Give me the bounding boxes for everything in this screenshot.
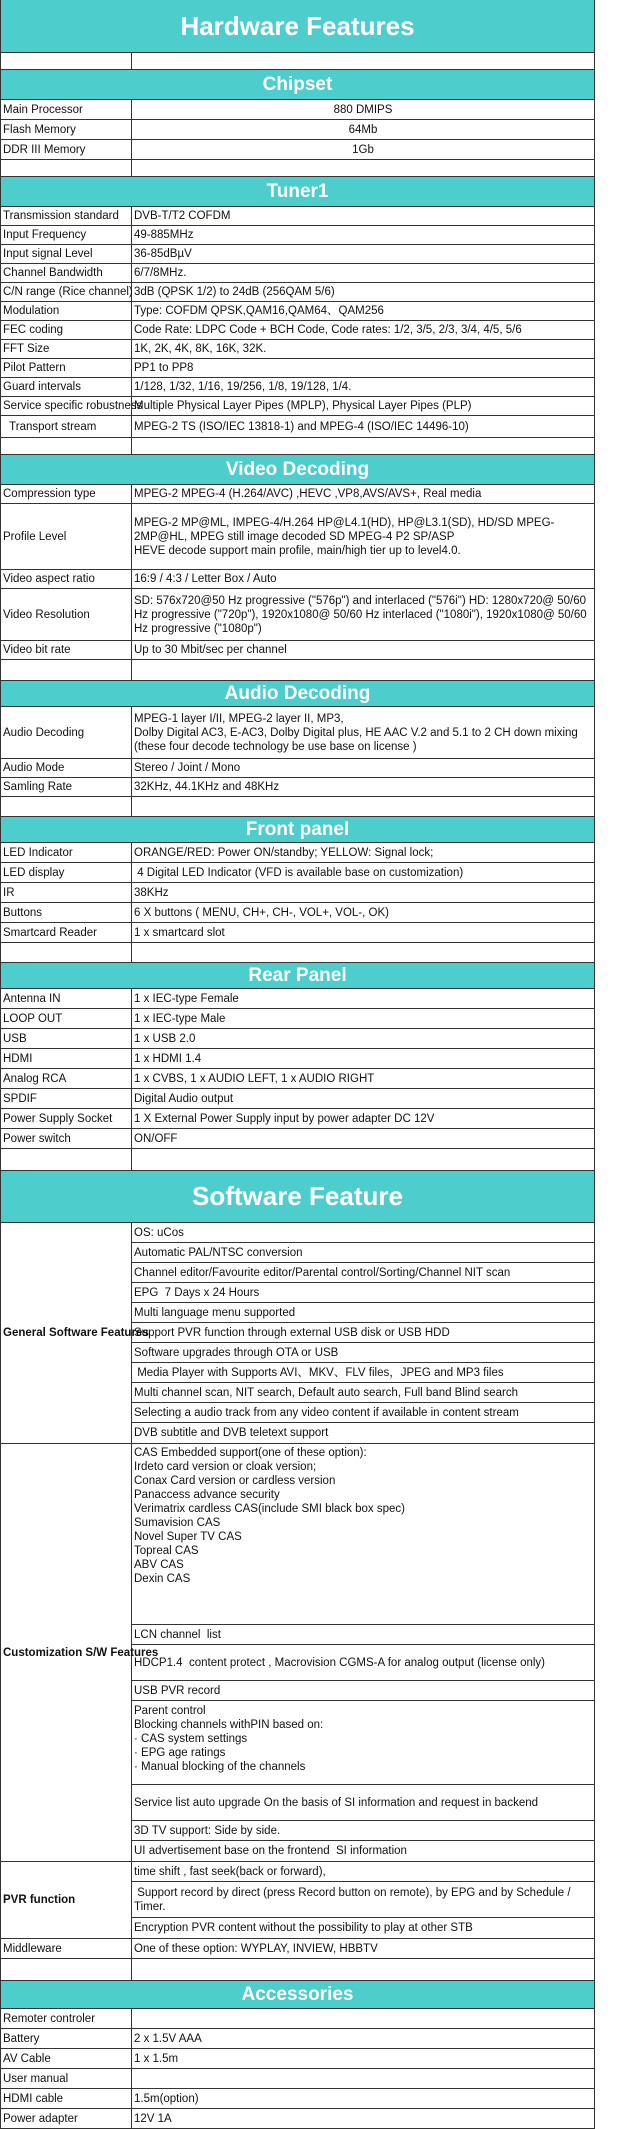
row-label: IR bbox=[1, 883, 132, 902]
accessory-row bbox=[1, 2089, 594, 2109]
feature-item: Encryption PVR content without the possibility to play at other STB bbox=[134, 1922, 473, 1934]
row-value: MPEG-2 MPEG-4 (H.264/AVC) ,HEVC ,VP8,AVS/AVS+, Real media bbox=[134, 488, 482, 500]
row-value: 1 x USB 2.0 bbox=[134, 1032, 196, 1045]
row-label: Samling Rate bbox=[1, 778, 132, 796]
feature-item: Multi channel scan, NIT search, Default auto search, Full band Blind search bbox=[132, 1383, 594, 1403]
row-value: 64Mb bbox=[348, 123, 378, 136]
row-label: Pilot Pattern bbox=[1, 359, 132, 377]
group-label: Customization S/W Features bbox=[1, 1444, 132, 1861]
tuner-row bbox=[1, 416, 594, 438]
tuner-row bbox=[1, 397, 594, 416]
feature-item: Parent control Blocking channels withPIN based on: · CAS system settings · EPG age ratings · Manual blocking of the channels bbox=[132, 1701, 594, 1785]
feature-item: CAS Embedded support(one of these option): Irdeto card version or cloak version; Conax Card version or cardless version Panaccess advance security Verimatrix cardless CAS(include SMI black box spec) Sumavision CAS Novel Super TV CAS Topreal CAS ABV CAS Dexin CAS bbox=[132, 1444, 594, 1625]
row-label: Transmission standard bbox=[1, 207, 132, 225]
feature-item: UI advertisement base on the frontend SI information bbox=[134, 1845, 407, 1857]
chipset-header: Chipset bbox=[1, 70, 594, 100]
row-label: FFT Size bbox=[1, 340, 132, 358]
row-value: 1 x IEC-type Female bbox=[134, 992, 239, 1005]
group-label: PVR function bbox=[1, 1862, 132, 1938]
video-row bbox=[1, 570, 594, 589]
feature-item: Media Player with Supports AVI、MKV、FLV files，JPEG and MP3 files bbox=[132, 1363, 594, 1383]
row-value: Multiple Physical Layer Pipes (MPLP), Physical Layer Pipes (PLP) bbox=[134, 400, 472, 412]
row-value: 3dB (QPSK 1/2) to 24dB (256QAM 5/6) bbox=[134, 286, 335, 298]
row-value: 12V 1A bbox=[134, 2112, 172, 2125]
customization-sw-features bbox=[1, 1444, 594, 1862]
row-value: 1 x 1.5m bbox=[134, 2052, 179, 2065]
audio-header: Audio Decoding bbox=[1, 681, 594, 707]
front-row bbox=[1, 903, 594, 923]
feature-item: EPG 7 Days x 24 Hours bbox=[132, 1283, 594, 1303]
hardware-features-title: Hardware Features bbox=[1, 0, 594, 53]
row-label: Audio Decoding bbox=[1, 707, 132, 758]
row-label: DDR III Memory bbox=[1, 140, 132, 159]
row-label: LOOP OUT bbox=[1, 1009, 132, 1028]
rear-row bbox=[1, 1069, 594, 1089]
spacer-row bbox=[1, 797, 594, 817]
row-label: AV Cable bbox=[1, 2049, 132, 2068]
row-label: Remoter controler bbox=[1, 2009, 132, 2028]
spacer-row bbox=[1, 660, 594, 681]
row-value: ORANGE/RED: Power ON/standby; YELLOW: Signal lock; bbox=[134, 846, 434, 859]
row-value: Type: COFDM QPSK,QAM16,QAM64、QAM256 bbox=[134, 305, 384, 317]
row-label: Middleware bbox=[1, 1939, 132, 1958]
row-label: USB bbox=[1, 1029, 132, 1048]
chipset-row bbox=[1, 120, 594, 140]
row-value: 1.5m(option) bbox=[134, 2092, 199, 2105]
chipset-row bbox=[1, 140, 594, 160]
row-label: C/N range (Rice channel) bbox=[1, 283, 132, 301]
rear-row bbox=[1, 989, 594, 1009]
row-value: SD: 576x720@50 Hz progressive ("576p") and interlaced ("576i") HD: 1280x720@ 50/60 Hz progressive ("720p"), 1920x1080@ 50/60 Hz interlaced ("1080i"), 1920x1080@ 50/60 Hz progressive ("1080p") bbox=[134, 594, 587, 635]
feature-item: Automatic PAL/NTSC conversion bbox=[132, 1243, 594, 1263]
row-label: Service specific robustness bbox=[1, 397, 132, 415]
spacer-row bbox=[1, 1959, 594, 1981]
row-value: 1/128, 1/32, 1/16, 19/256, 1/8, 19/128, 1/4. bbox=[134, 381, 352, 393]
rear-row bbox=[1, 1109, 594, 1129]
tuner-row bbox=[1, 207, 594, 226]
rear-row bbox=[1, 1089, 594, 1109]
rear-row bbox=[1, 1049, 594, 1069]
row-label: Battery bbox=[1, 2029, 132, 2048]
row-value: 1 x IEC-type Male bbox=[134, 1012, 226, 1025]
row-label: LED Indicator bbox=[1, 843, 132, 862]
accessory-row bbox=[1, 2049, 594, 2069]
row-value: MPEG-2 TS (ISO/IEC 13818-1) and MPEG-4 (ISO/IEC 14496-10) bbox=[134, 420, 469, 433]
front-row bbox=[1, 883, 594, 903]
feature-item: LCN channel list bbox=[132, 1625, 594, 1645]
row-label: Input signal Level bbox=[1, 245, 132, 263]
video-header: Video Decoding bbox=[1, 455, 594, 485]
row-value: 1 x HDMI 1.4 bbox=[134, 1052, 202, 1065]
row-value: 36-85dBµV bbox=[134, 248, 192, 260]
row-label: Flash Memory bbox=[1, 120, 132, 139]
feature-item: Service list auto upgrade On the basis of SI information and request in backend bbox=[132, 1785, 594, 1821]
row-value: MPEG-2 MP@ML, IMPEG-4/H.264 HP@L4.1(HD), HP@L3.1(SD), HD/SD MPEG-2MP@HL, MPEG still image decoded SD MPEG-4 P2 SP/ASP HEVE decode support main profile, main/high tier up to level4.0. bbox=[134, 516, 555, 557]
chipset-row bbox=[1, 100, 594, 120]
row-value: 1K, 2K, 4K, 8K, 16K, 32K. bbox=[134, 343, 267, 355]
row-label: Compression type bbox=[1, 485, 132, 503]
row-label: Analog RCA bbox=[1, 1069, 132, 1088]
row-label: Video bit rate bbox=[1, 641, 132, 659]
video-row bbox=[1, 589, 594, 641]
tuner-row bbox=[1, 226, 594, 245]
row-value: PP1 to PP8 bbox=[134, 362, 194, 374]
row-value: DVB-T/T2 COFDM bbox=[134, 210, 231, 222]
feature-item: time shift , fast seek(back or forward), bbox=[132, 1862, 594, 1882]
row-value: 16:9 / 4:3 / Letter Box / Auto bbox=[134, 573, 277, 585]
row-value: 6/7/8MHz. bbox=[134, 267, 187, 279]
row-label: Power adapter bbox=[1, 2109, 132, 2128]
feature-item: Support record by direct (press Record button on remote), by EPG and by Schedule / Timer. bbox=[132, 1882, 594, 1918]
tuner-row bbox=[1, 359, 594, 378]
row-label: Video Resolution bbox=[1, 589, 132, 640]
feature-item: Software upgrades through OTA or USB bbox=[132, 1343, 594, 1363]
row-label: User manual bbox=[1, 2069, 132, 2088]
row-label: Channel Bandwidth bbox=[1, 264, 132, 282]
feature-item: Channel editor/Favourite editor/Parental control/Sorting/Channel NIT scan bbox=[132, 1263, 594, 1283]
row-label: FEC coding bbox=[1, 321, 132, 339]
row-label: Antenna IN bbox=[1, 989, 132, 1008]
middleware-row bbox=[1, 1939, 594, 1959]
rear-row bbox=[1, 1129, 594, 1149]
row-value: Stereo / Joint / Mono bbox=[134, 762, 241, 774]
accessory-row bbox=[1, 2009, 594, 2029]
front-row bbox=[1, 863, 594, 883]
row-value: Code Rate: LDPC Code + BCH Code, Code rates: 1/2, 3/5, 2/3, 3/4, 4/5, 5/6 bbox=[134, 324, 522, 336]
spacer-row bbox=[1, 160, 594, 177]
front-panel-header: Front panel bbox=[1, 817, 594, 843]
row-value bbox=[132, 2009, 594, 2028]
spacer-row bbox=[1, 943, 594, 963]
row-label: Smartcard Reader bbox=[1, 923, 132, 942]
row-value: 1Gb bbox=[352, 143, 374, 156]
row-value: 6 X buttons ( MENU, CH+, CH-, VOL+, VOL-, OK) bbox=[134, 906, 389, 919]
row-label: LED display bbox=[1, 863, 132, 882]
row-value: 4 Digital LED Indicator (VFD is available base on customization) bbox=[134, 866, 464, 879]
accessory-row bbox=[1, 2069, 594, 2089]
row-label: Audio Mode bbox=[1, 759, 132, 777]
video-row bbox=[1, 641, 594, 660]
tuner-row bbox=[1, 283, 594, 302]
feature-item: Selecting a audio track from any video content if available in content stream bbox=[132, 1403, 594, 1423]
tuner-row bbox=[1, 321, 594, 340]
spacer-row bbox=[1, 53, 594, 70]
row-label: Buttons bbox=[1, 903, 132, 922]
tuner-row bbox=[1, 340, 594, 359]
software-feature-title: Software Feature bbox=[1, 1171, 594, 1223]
row-value: 1 x CVBS, 1 x AUDIO LEFT, 1 x AUDIO RIGHT bbox=[134, 1072, 375, 1085]
row-value: 2 x 1.5V AAA bbox=[134, 2032, 202, 2045]
rear-row bbox=[1, 1009, 594, 1029]
rear-row bbox=[1, 1029, 594, 1049]
front-row bbox=[1, 843, 594, 863]
row-label: SPDIF bbox=[1, 1089, 132, 1108]
row-label: Main Processor bbox=[1, 100, 132, 119]
front-row bbox=[1, 923, 594, 943]
row-value: 880 DMIPS bbox=[333, 103, 393, 116]
row-label: HDMI cable bbox=[1, 2089, 132, 2108]
feature-item: 3D TV support: Side by side. bbox=[132, 1821, 594, 1841]
video-row bbox=[1, 504, 594, 570]
row-value: 49-885MHz bbox=[134, 229, 194, 241]
row-value: ON/OFF bbox=[134, 1132, 178, 1145]
general-software-features bbox=[1, 1223, 594, 1444]
row-value: Digital Audio output bbox=[134, 1092, 234, 1105]
row-label: HDMI bbox=[1, 1049, 132, 1068]
pvr-function bbox=[1, 1862, 594, 1939]
audio-row bbox=[1, 778, 594, 797]
rear-panel-header: Rear Panel bbox=[1, 963, 594, 989]
row-value: 1 X External Power Supply input by power adapter DC 12V bbox=[134, 1112, 435, 1125]
feature-item: USB PVR record bbox=[132, 1681, 594, 1701]
feature-item: DVB subtitle and DVB teletext support bbox=[134, 1427, 329, 1439]
row-value: 38KHz bbox=[134, 886, 169, 899]
accessory-row bbox=[1, 2109, 594, 2129]
tuner-row bbox=[1, 302, 594, 321]
spacer-row bbox=[1, 1149, 594, 1171]
audio-row bbox=[1, 759, 594, 778]
tuner-header: Tuner1 bbox=[1, 177, 594, 207]
row-value: One of these option: WYPLAY, INVIEW, HBBTV bbox=[134, 1942, 378, 1955]
feature-item: OS: uCos bbox=[132, 1223, 594, 1243]
group-label: General Software Features bbox=[1, 1223, 132, 1443]
row-label: Modulation bbox=[1, 302, 132, 320]
feature-item: HDCP1.4 content protect , Macrovision CGMS-A for analog output (license only) bbox=[132, 1645, 594, 1681]
row-value: MPEG-1 layer I/II, MPEG-2 layer II, MP3, Dolby Digital AC3, E-AC3, Dolby Digital plus, HE AAC V.2 and 5.1 to 2 CH down mixing (these four decode technology be use base on license ) bbox=[134, 712, 578, 753]
row-label: Profile Level bbox=[1, 504, 132, 569]
audio-row bbox=[1, 707, 594, 759]
row-label: Guard intervals bbox=[1, 378, 132, 396]
row-label: Video aspect ratio bbox=[1, 570, 132, 588]
tuner-row bbox=[1, 378, 594, 397]
row-label: Input Frequency bbox=[1, 226, 132, 244]
feature-item: Multi language menu supported bbox=[132, 1303, 594, 1323]
accessories-header: Accessories bbox=[1, 1981, 594, 2009]
row-label: Transport stream bbox=[1, 416, 132, 437]
tuner-row bbox=[1, 245, 594, 264]
row-value bbox=[132, 2069, 594, 2088]
row-value: 32KHz, 44.1KHz and 48KHz bbox=[134, 781, 280, 793]
row-value: 1 x smartcard slot bbox=[134, 926, 225, 939]
feature-item: Support PVR function through external USB disk or USB HDD bbox=[132, 1323, 594, 1343]
row-value: Up to 30 Mbit/sec per channel bbox=[134, 644, 287, 656]
accessory-row bbox=[1, 2029, 594, 2049]
row-label: Power switch bbox=[1, 1129, 132, 1148]
spacer-row bbox=[1, 438, 594, 455]
row-label: Power Supply Socket bbox=[1, 1109, 132, 1128]
video-row bbox=[1, 485, 594, 504]
tuner-row bbox=[1, 264, 594, 283]
